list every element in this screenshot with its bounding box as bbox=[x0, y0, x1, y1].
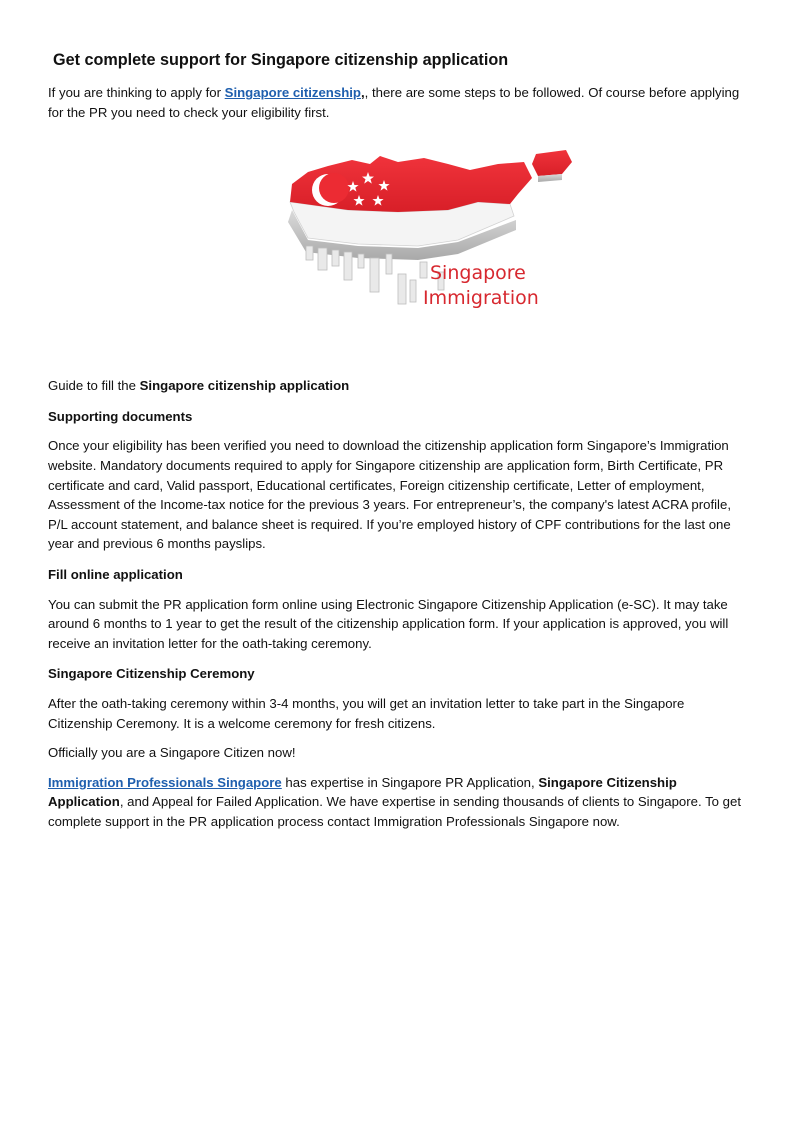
closing-paragraph bbox=[48, 773, 748, 832]
immigration-professionals-link[interactable]: Immigration Professionals Singapore bbox=[48, 774, 282, 790]
closing-part1: has expertise in Singapore PR Application, bbox=[281, 774, 539, 790]
intro-text-before: If you are thinking to apply for bbox=[48, 85, 225, 100]
official-citizen-line: Officially you are a Singapore Citizen now! bbox=[48, 745, 296, 761]
document-page bbox=[48, 50, 748, 831]
supporting-documents-paragraph: Once your eligibility has been verified you need to download the citizenship application form Singapore’s Immigration website. Mandatory documents required to apply for Singapore citizenship are application form, Birth Certificate, PR certificate and card, Valid passport, Educational certificates, Foreign citizenship certificate, Letter of employment, Assessment of the Income-tax notice for the previous 3 years. For entrepreneur’s, the company's latest ACRA profile, P/L account statement, and balance sheet is required. If you’re employed history of CPF contributions for the last one year and previous 6 months payslips. bbox=[48, 438, 731, 552]
closing-bold: Singapore Citizenship Application bbox=[48, 774, 677, 810]
guide-bold: Singapore citizenship application bbox=[139, 378, 350, 394]
singapore-immigration-image bbox=[48, 130, 748, 366]
map-pulau-ubin bbox=[532, 150, 572, 176]
heading-citizenship-ceremony: Singapore Citizenship Ceremony bbox=[48, 666, 255, 682]
image-caption-immigration: Immigration bbox=[423, 287, 539, 310]
page-title: Get complete support for Singapore citizenship application bbox=[53, 51, 509, 69]
guide-line bbox=[48, 376, 748, 396]
intro-text-after: , there are some steps to be followed. Of course before applying for the PR you need to check your eligibility first. bbox=[48, 85, 740, 120]
intro-paragraph bbox=[48, 83, 748, 122]
closing-part2: , and Appeal for Failed Application. We have expertise in sending thousands of clients to Singapore. To get complete support in the PR application process contact Immigration Professionals Singapore now. bbox=[48, 794, 742, 829]
ceremony-paragraph: After the oath-taking ceremony within 3-4 months, you will get an invitation letter to take part in the Singapore Citizenship Ceremony. It is a welcome ceremony for fresh citizens. bbox=[48, 695, 685, 731]
heading-supporting-documents: Supporting documents bbox=[48, 408, 193, 424]
heading-fill-online-application: Fill online application bbox=[48, 566, 183, 582]
online-application-paragraph: You can submit the PR application form online using Electronic Singapore Citizenship Application (e-SC). It may take around 6 months to 1 year to get the result of the citizenship application form. If your application is approved, you will receive an invitation letter for the oath-taking ceremony. bbox=[48, 596, 729, 651]
intro-comma: , bbox=[360, 85, 365, 100]
image-caption-singapore: Singapore bbox=[430, 262, 526, 285]
guide-prefix: Guide to fill the bbox=[48, 378, 140, 394]
singapore-citizenship-link[interactable]: Singapore citizenship bbox=[224, 85, 361, 100]
